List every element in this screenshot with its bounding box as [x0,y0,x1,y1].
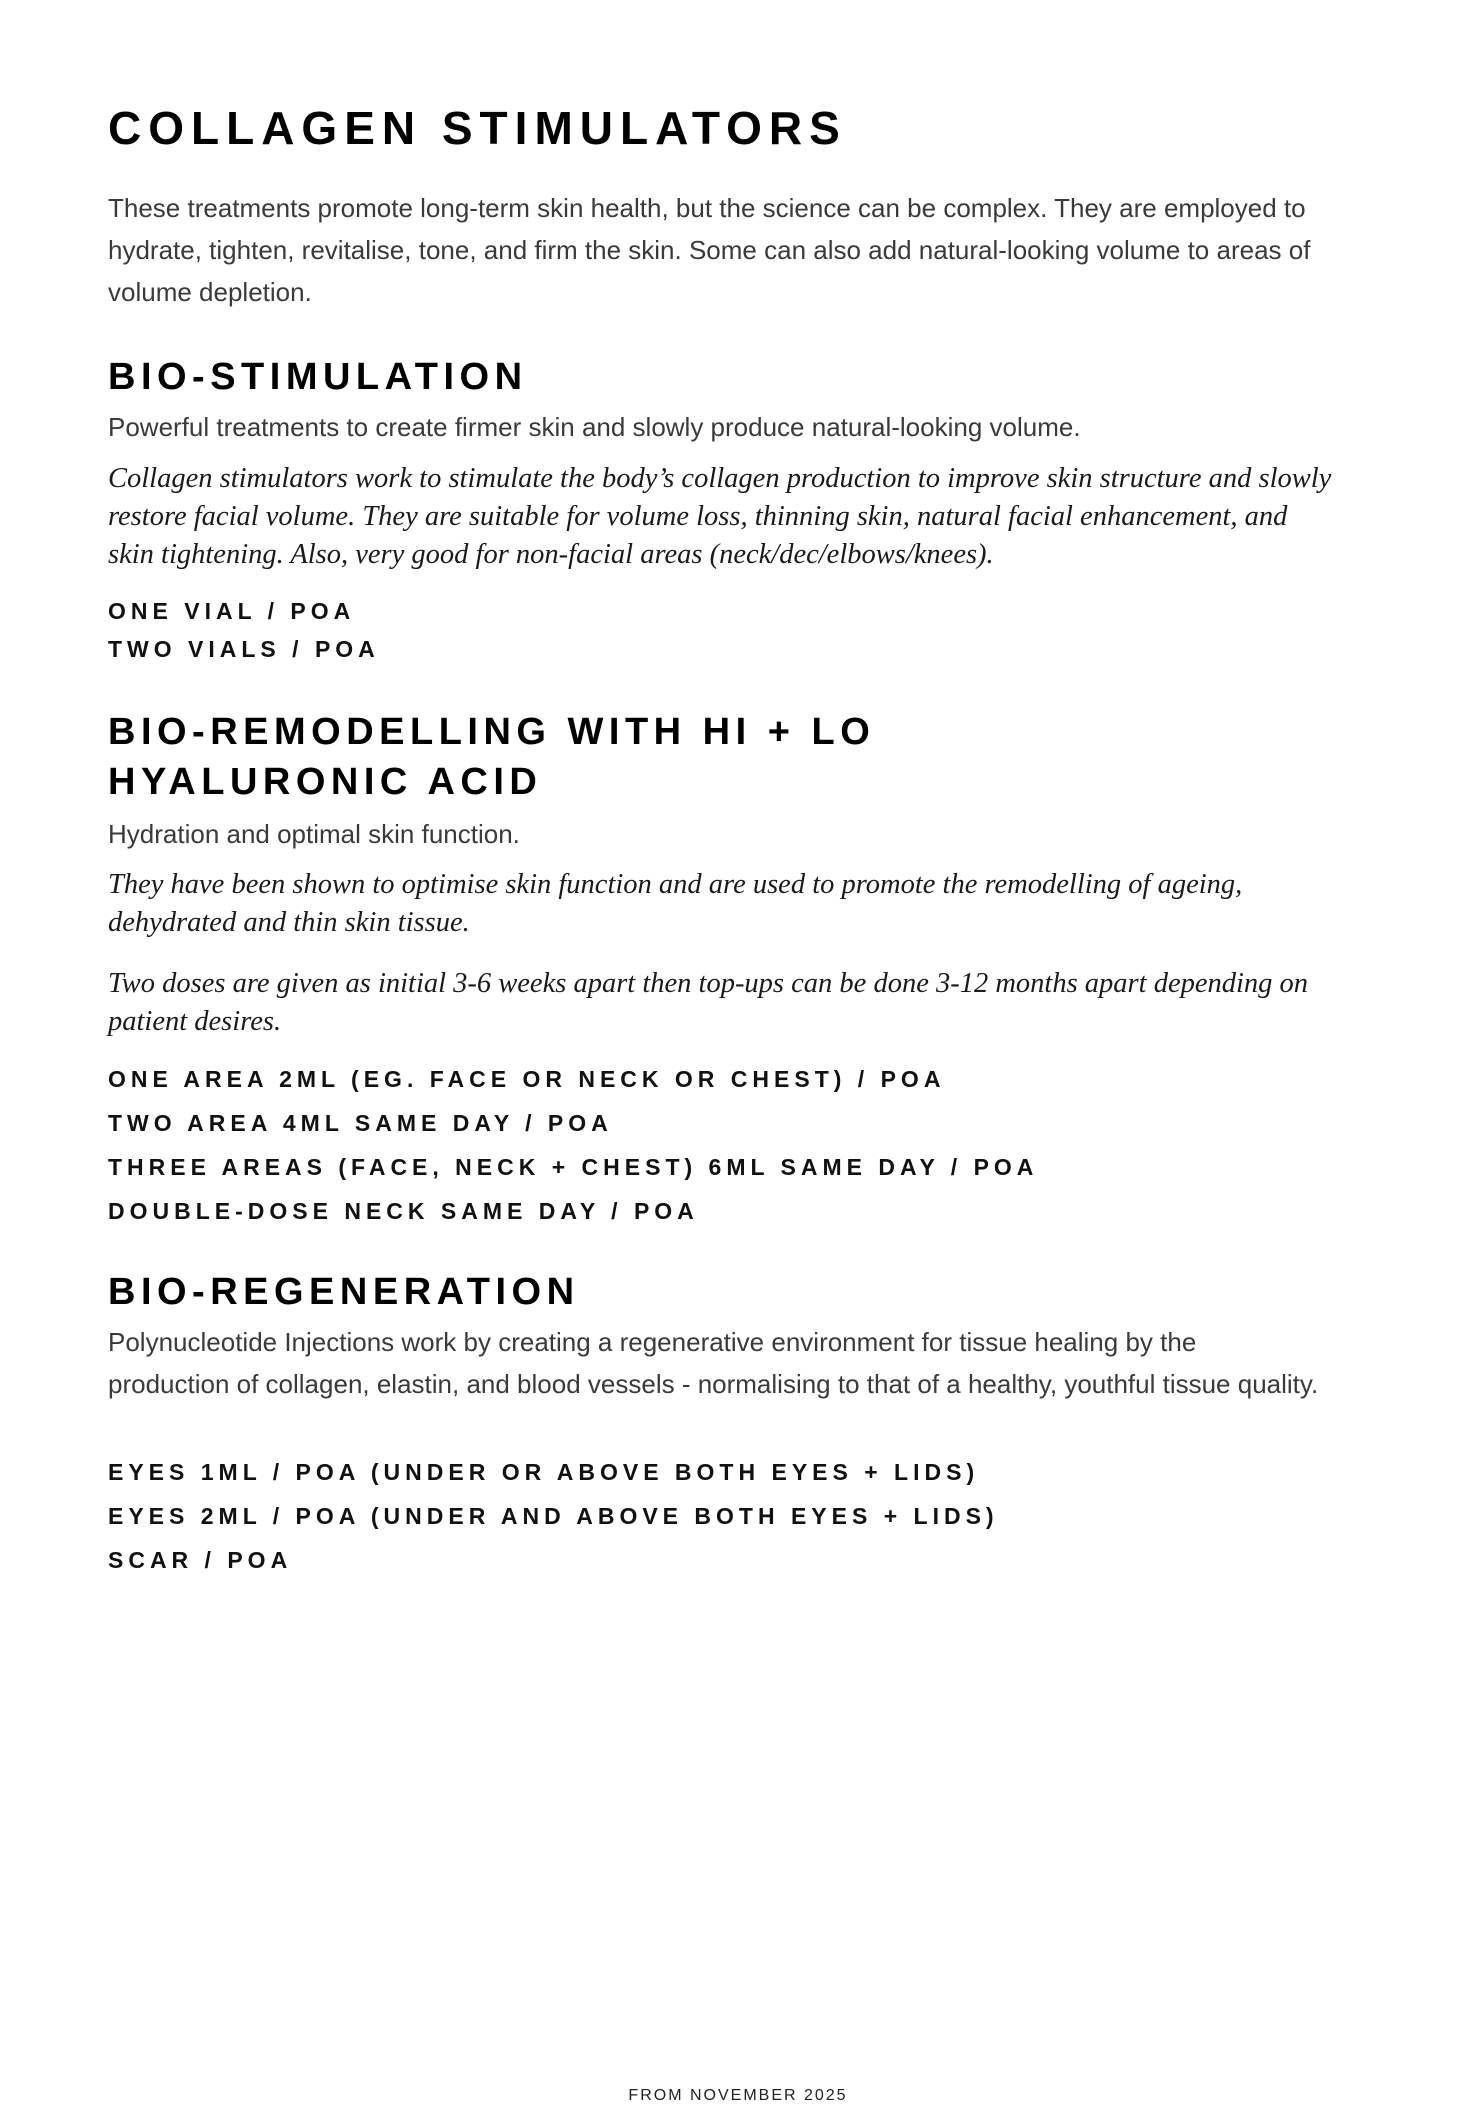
page-title: COLLAGEN STIMULATORS [108,102,847,154]
price-item: SCAR / POA [108,1547,293,1573]
price-item: ONE AREA 2ML (EG. FACE OR NECK OR CHEST) / POA [108,1066,946,1092]
bio-remodelling-heading-line1: BIO-REMODELLING WITH HI + LO [108,711,876,753]
price-item: ONE VIAL / POA [108,598,356,624]
bio-regeneration-heading: BIO-REGENERATION [108,1271,580,1313]
bio-remodelling-subtitle: Hydration and optimal skin function. [108,819,520,849]
price-item: TWO VIALS / POA [108,636,380,662]
price-item: DOUBLE-DOSE NECK SAME DAY / POA [108,1198,699,1224]
intro-paragraph: These treatments promote long-term skin health, but the science can be complex. They are employed to hydrate, tighten, revitalise, tone, and firm the skin. Some can also add natural-looking volume to areas of volume depletion. [108,193,1311,307]
bio-remodelling-description: They have been shown to optimise skin function and are used to promote the remodelling of ageing, dehydrated and thin skin tissue. [108,869,1243,938]
bio-remodelling-heading-line2: HYALURONIC ACID [108,761,543,803]
bio-remodelling-dosing: Two doses are given as initial 3-6 weeks apart then top-ups can be done 3-12 months apart depending on patient desires. [108,968,1309,1037]
price-item: EYES 1ML / POA (UNDER OR ABOVE BOTH EYES + LIDS) [108,1459,980,1485]
price-item: TWO AREA 4ML SAME DAY / POA [108,1110,613,1136]
footer-date: FROM NOVEMBER 2025 [628,2087,848,2104]
bio-stimulation-heading: BIO-STIMULATION [108,356,528,398]
price-item: EYES 2ML / POA (UNDER AND ABOVE BOTH EYES + LIDS) [108,1503,999,1529]
price-item: THREE AREAS (FACE, NECK + CHEST) 6ML SAME DAY / POA [108,1154,1039,1180]
bio-stimulation-subtitle: Powerful treatments to create firmer skin and slowly produce natural-looking volume. [108,412,1081,442]
bio-regeneration-description: Polynucleotide Injections work by creating a regenerative environment for tissue healing by the production of collagen, elastin, and blood vessels - normalising to that of a healthy, youthful tissue quality. [108,1327,1319,1399]
bio-stimulation-description: Collagen stimulators work to stimulate the body’s collagen production to improve skin structure and slowly restore facial volume. They are suitable for volume loss, thinning skin, natural facial enhancement, and skin tightening. Also, very good for non-facial areas (neck/dec/elbows/knees). [108,463,1332,570]
